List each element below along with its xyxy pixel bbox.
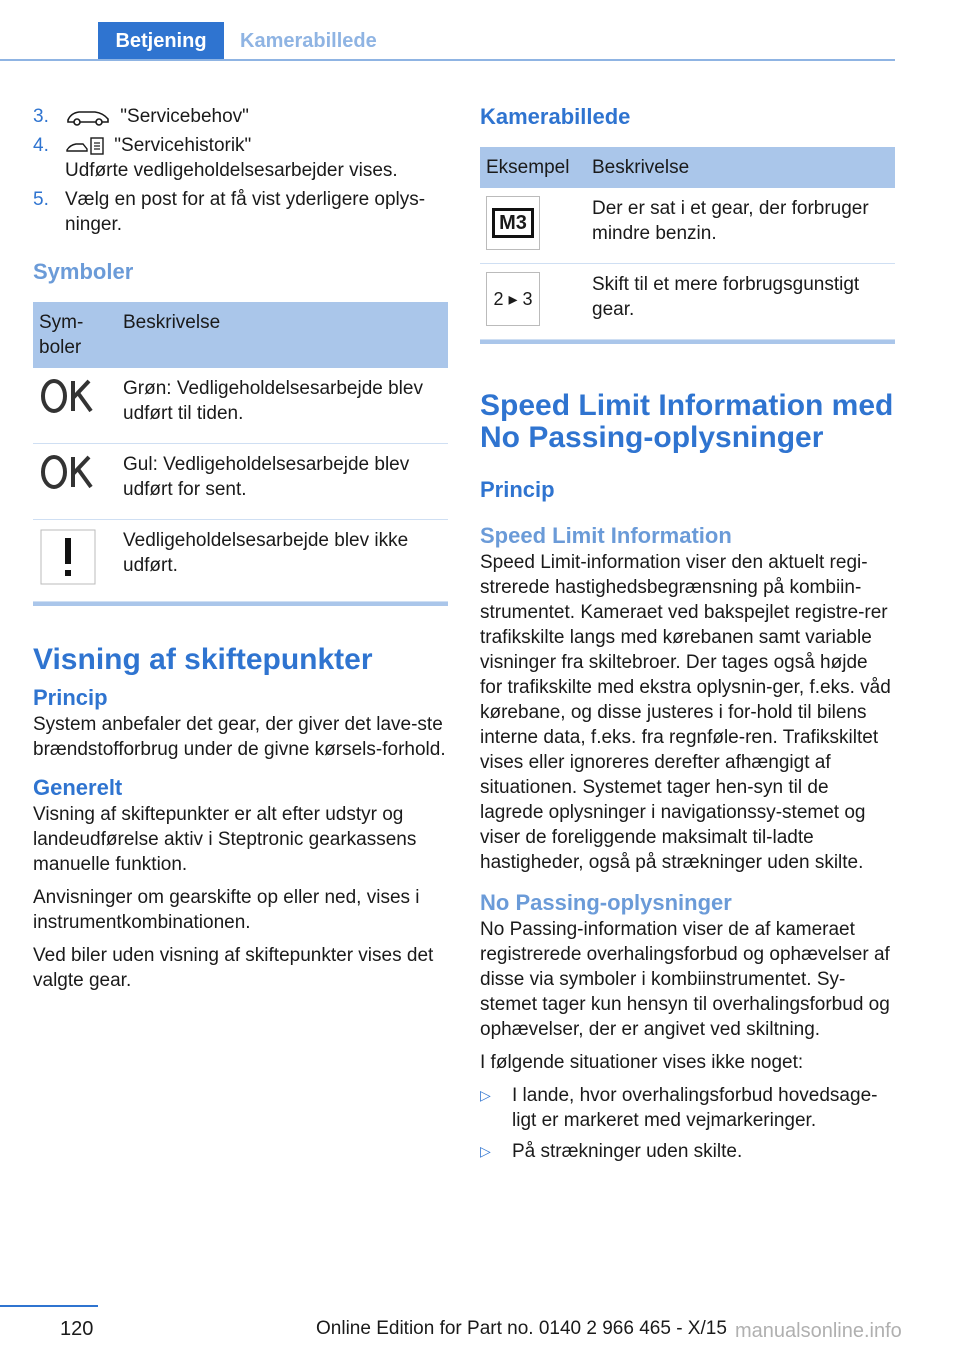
footer-rule — [0, 1305, 98, 1307]
list-text: Vælg en post for at få vist yderligere oplys-ninger. — [65, 189, 426, 235]
header-rule — [0, 59, 895, 61]
triangle-bullet-icon: ▷ — [480, 1143, 491, 1159]
table-row — [480, 188, 895, 264]
ok-green-icon — [39, 376, 97, 416]
table-cell-description: Gul: Vedligeholdelsesarbejde blev udført for sent. — [117, 444, 448, 520]
table-row — [33, 368, 448, 444]
paragraph: No Passing-information viser de af kameraet registrerede overhalingsforbud og ophævelser af disse via symboler i kombiinstrumentet. Sy-stemet tager kun hensyn til overhalingsforbud og ophævelser, der er angivet ved skiltning. — [480, 919, 890, 1040]
list-item — [33, 104, 448, 129]
section-title: Speed Limit Information med No Passing-oplysninger — [480, 389, 894, 454]
sli-heading: Speed Limit Information — [480, 523, 732, 548]
list-item — [480, 1083, 895, 1133]
kamerabillede-heading: Kamerabillede — [480, 104, 631, 129]
servicebehov-label: "Servicebehov" — [115, 106, 249, 127]
paragraph: I følgende situationer vises ikke noget: — [480, 1052, 804, 1073]
table-row — [33, 444, 448, 520]
table-end-rule — [480, 340, 895, 344]
bullet-text: I lande, hvor overhalingsforbud hovedsage-ligt er markeret med vejmarkeringer. — [512, 1085, 878, 1131]
gear-m3-label: M3 — [492, 208, 534, 238]
table-cell-description: Grøn: Vedligeholdelsesarbejde blev udført til tiden. — [117, 368, 448, 444]
camera-table — [480, 147, 895, 340]
ok-yellow-icon — [39, 452, 97, 492]
right-column — [480, 104, 895, 1164]
tab-betjening[interactable]: Betjening — [98, 22, 224, 61]
princip-heading: Princip — [33, 685, 108, 710]
service-history-icon — [65, 136, 105, 156]
paragraph: System anbefaler det gear, der giver det lave-ste brændstofforbrug under de givne kørsels-forhold. — [33, 714, 446, 760]
section-title: Visning af skiftepunkter — [33, 643, 373, 676]
list-number: 3. — [33, 106, 49, 127]
tab-kamerabillede[interactable]: Kamerabillede — [240, 30, 377, 52]
list-item — [33, 133, 448, 183]
paragraph: Anvisninger om gearskifte op eller ned, vises i instrumentkombinationen. — [33, 887, 420, 933]
gear-shift-label: 2 ▸ 3 — [493, 288, 533, 309]
generelt-heading: Generelt — [33, 775, 123, 800]
servicehistorik-label: "Servicehistorik" — [109, 135, 252, 156]
list-number: 5. — [33, 189, 49, 210]
bullet-text: På strækninger uden skilte. — [512, 1141, 743, 1162]
paragraph: Speed Limit-information viser den aktuelt regi-strerede hastighedsbegrænsning på kombiin-strumentet. Kameraet ved bakspejlet registre-rer trafikskilte langs med kørebanen samt variable visninger fra skiltebroer. Der tages også højde for trafikskilte med ekstra oplysnin-ger, f.eks. våd kørebane, og disse justeres i for-hold til bilens interne data, f.eks. fra regnføle-ren. Trafikskiltet vises eller ignoreres derefter afhængigt af situationen. Systemet tager hen-syn til de lagrede oplysninger i navigationssy-stemet og viser de foreliggende maksimalt til-ladte hastigheder, også på strækninger uden skilte. — [480, 552, 891, 873]
princip-heading: Princip — [480, 477, 555, 502]
page-number: 120 — [60, 1318, 94, 1340]
paragraph: Visning af skiftepunkter er alt efter udstyr og landeudførelse aktiv i Steptronic gearkassens manuelle funktion. — [33, 804, 417, 875]
table-cell-description: Skift til et mere forbrugsgunstigt gear. — [586, 264, 895, 340]
table-header-description: Beskrivelse — [117, 302, 448, 368]
paragraph: Ved biler uden visning af skiftepunkter vises det valgte gear. — [33, 945, 434, 991]
gear-shift-icon — [486, 272, 540, 326]
list-sub-text: Udførte vedligeholdelsesarbejder vises. — [65, 160, 398, 181]
list-number: 4. — [33, 135, 49, 156]
table-cell-description: Der er sat i et gear, der forbruger mindre benzin. — [586, 188, 895, 264]
watermark: manualsonline.info — [735, 1320, 902, 1342]
symboler-heading: Symboler — [33, 259, 134, 284]
table-row — [33, 520, 448, 602]
gear-m3-icon — [486, 196, 540, 250]
list-item — [33, 187, 448, 237]
left-column — [33, 104, 448, 1001]
symbols-table — [33, 302, 448, 602]
list-item — [480, 1139, 895, 1164]
table-cell-description: Vedligeholdelsesarbejde blev ikke udført. — [117, 520, 448, 602]
table-row — [480, 264, 895, 340]
table-header-description: Beskrivelse — [586, 147, 895, 188]
table-end-rule — [33, 602, 448, 606]
triangle-bullet-icon: ▷ — [480, 1087, 491, 1103]
exclamation-icon — [39, 528, 97, 586]
table-header-example: Eksempel — [480, 147, 586, 188]
table-header-symbols: Sym-boler — [33, 302, 117, 368]
footer-edition: Online Edition for Part no. 0140 2 966 465 - X/15 — [316, 1318, 727, 1339]
car-service-icon — [65, 107, 111, 127]
np-heading: No Passing-oplysninger — [480, 890, 732, 915]
